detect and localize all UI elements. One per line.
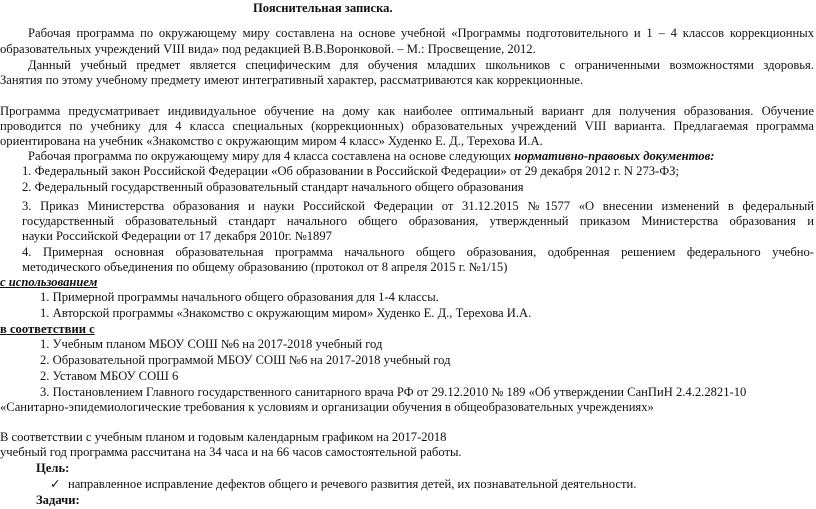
schedule-line: учебный год программа рассчитана на 34 часа и на 66 часов самостоятельной работы. — [0, 445, 462, 460]
document-item: науки Российской Федерации от 17 декабря 2010г. №1897 — [22, 228, 332, 243]
accordance-item: «Санитарно-эпидемиологические требования к условиям и организации обучения в общеобразовательных учреждениях» — [0, 399, 654, 414]
goal-heading: Цель: — [36, 461, 70, 476]
schedule-line: В соответствии с учебным планом и годовым календарным графиком на 2017-2018 — [0, 430, 447, 445]
document-item: 2. Федеральный государственный образовательный стандарт начального общего образования — [22, 180, 524, 195]
document-item: методического объединения по общему образованию (протокол от 8 апреля 2015 г. №1/15) — [22, 259, 508, 274]
using-heading: с использованием — [0, 274, 98, 289]
using-item: 1. Авторской программы «Знакомство с окружающим миром» Худенко Е. Д., Терехова И.А. — [40, 306, 532, 321]
checkmark-icon: ✓ — [50, 477, 61, 492]
document-item: государственный образовательный стандарт начального общего образования, утвержденный приказом Министерства образования и — [22, 213, 814, 228]
basis-line — [28, 149, 714, 164]
program-line: проводится по учебнику для 4 класса специальных (коррекционных) образовательных учреждений VIII варианта. Предлагаемая программа — [0, 118, 814, 133]
accordance-item: 2. Образовательной программой МБОУ СОШ №6 на 2017-2018 учебный год — [40, 352, 451, 367]
accordance-item: 1. Учебным планом МБОУ СОШ №6 на 2017-2018 учебный год — [40, 337, 383, 352]
intro-line: образовательных учреждений VIII вида» под редакцией В.В.Воронковой. – М.: Просвещение, 2012. — [0, 42, 536, 56]
accordance-item: 3. Постановлением Главного государственного санитарного врача РФ от 29.12.2010 № 189 «Об утверждении СанПиН 2.4.2.2821-10 — [40, 384, 747, 399]
document-title: Пояснительная записка. — [253, 0, 393, 15]
program-line: ориентирована на учебник «Знакомство с окружающим миром 4 класс» Худенко Е. Д., Терехова И.А. — [0, 133, 543, 148]
goal-text: направленное исправление дефектов общего и речевого развития детей, их познавательной деятельности. — [68, 477, 637, 492]
using-item: 1. Примерной программы начального общего образования для 1-4 классы. — [40, 290, 439, 305]
intro-line: Данный учебный предмет является специфическим для обучения младших школьников с ограниченными возможностями здоровья. — [28, 57, 814, 72]
tasks-heading: Задачи: — [36, 493, 80, 507]
program-line: Программа предусматривает индивидуальное обучение на дому как наиболее оптимальный вариант для получения образования. Обучение — [0, 103, 814, 118]
accordance-heading: в соответствии с — [0, 322, 95, 337]
document-item: 1. Федеральный закон Российской Федерации «Об образовании в Российской Федерации» от 29 декабря 2012 г. N 273-ФЗ; — [22, 164, 679, 179]
document-item: 3. Приказ Министерства образования и науки Российской Федерации от 31.12.2015 №1577 «О внесении изменений в федеральный — [22, 198, 814, 213]
intro-line: Занятия по этому учебному предмету имеют интегративный характер, рассматриваются как коррекционные. — [0, 72, 584, 87]
intro-line: Рабочая программа по окружающему миру составлена на основе учебной «Программы подготовительного и 1 – 4 классов коррекционных — [28, 26, 814, 41]
accordance-item: 2. Уставом МБОУ СОШ 6 — [40, 368, 179, 383]
goal-item — [50, 477, 636, 492]
document-item: 4. Примерная основная образовательная программа начального общего образования, одобренная решением федерального учебно- — [22, 244, 814, 259]
basis-emphasis: нормативно-правовых документов: — [514, 148, 715, 163]
basis-text: Рабочая программа по окружающему миру для 4 класса составлена на основе следующих — [28, 148, 515, 163]
